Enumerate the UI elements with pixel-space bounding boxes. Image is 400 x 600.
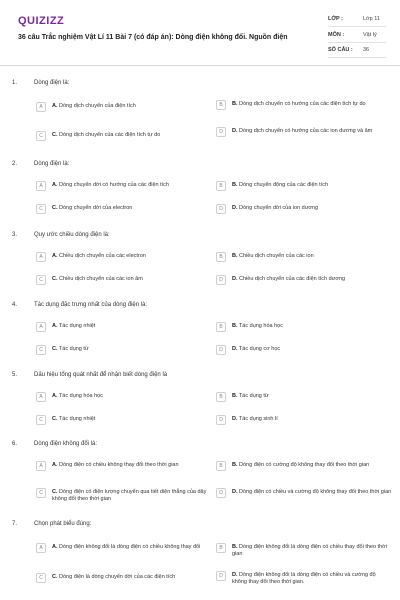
option-text: Dòng điện không đổi là dòng điện có chiều không thay đổi: [59, 544, 201, 550]
option-letter-box: A: [36, 102, 46, 112]
option-text: Dòng điện không đổi là dòng điện có chiều và cường độ không thay đổi theo thời gian.: [232, 572, 376, 585]
option-text: Dòng dịch chuyển của điện tích: [59, 103, 136, 109]
option-text: Dòng chuyển động của các điện tích: [239, 182, 329, 188]
option-text: Chiều dịch chuyển của các ion: [239, 253, 314, 259]
question-text: Dòng điện không đổi là:: [34, 441, 98, 447]
option-text: Dòng điện có chiều và cường độ không thay đổi theo thời gian: [239, 489, 392, 495]
option-text: Dòng chuyển dời có hướng của các điện tích: [59, 182, 169, 188]
option-letter-box: D: [216, 415, 226, 425]
option-text: Dòng điện là dòng chuyển dời của các điện tích: [59, 574, 176, 580]
question-text: Dòng điện là:: [34, 80, 70, 86]
meta-label: MÔN :: [328, 32, 345, 38]
option-letter-box: C: [36, 204, 46, 214]
option-letter-box: A: [36, 392, 46, 402]
option-letter-box: D: [216, 488, 226, 498]
option-letter-box: C: [36, 415, 46, 425]
meta-value: 36: [363, 47, 370, 53]
question-text: Chọn phát biểu đúng:: [34, 521, 92, 527]
option-letter-box: B: [216, 252, 226, 262]
quizizz-logo: QUIZIZZ: [18, 15, 65, 27]
divider: [328, 42, 386, 43]
divider: [328, 57, 386, 58]
question-number: 5.: [12, 372, 18, 378]
question-text: Tác dụng đặc trưng nhất của dòng điện là:: [34, 302, 148, 308]
option-letter-box: D: [216, 127, 226, 137]
option-text: Tác dụng nhiệt: [58, 416, 96, 422]
option-text: Tác dụng hóa học: [238, 323, 283, 329]
question-number: 4.: [12, 302, 18, 308]
question-text: Dòng điện là:: [34, 161, 70, 167]
question-number: 2.: [12, 161, 18, 167]
question-number: 6.: [12, 441, 18, 447]
option-text: Dòng dịch chuyển có hướng của các ion dương và âm: [239, 128, 373, 134]
option-text: Tác dụng sinh lí: [238, 416, 278, 422]
option-text: Dòng chuyển dời của ion dương: [239, 205, 319, 211]
option-letter-box: B: [216, 100, 226, 110]
option-letter-box: C: [36, 345, 46, 355]
option-letter-box: B: [216, 461, 226, 471]
option-text: Dòng điện có cường độ không thay đổi theo thời gian: [239, 462, 370, 468]
question-number: 7.: [12, 521, 18, 527]
meta-value: Lớp 11: [363, 16, 380, 22]
option-letter-box: C: [36, 275, 46, 285]
option-letter-box: C: [36, 131, 46, 141]
option-letter-box: B: [216, 392, 226, 402]
option-letter-box: D: [216, 275, 226, 285]
question-number: 3.: [12, 232, 18, 238]
option-text: Chiều dịch chuyển của các điện tích dương: [239, 276, 346, 282]
option-text: Dòng dịch chuyển của các điện tích tự do: [59, 132, 161, 138]
option-letter-box: A: [36, 252, 46, 262]
option-letter-box: C: [36, 573, 46, 583]
option-text: Chiều dịch chuyển của các ion âm: [59, 276, 143, 282]
option-text: Dòng điện có điện lượng chuyển qua tiết diện thẳng của dây không đổi theo thời gian: [52, 489, 207, 502]
option-text: Chiều dịch chuyển của các electron: [59, 253, 146, 259]
document-header: [0, 0, 400, 66]
option-letter-box: A: [36, 461, 46, 471]
option-letter-box: C: [36, 488, 46, 498]
meta-label: SỐ CÂU :: [328, 47, 353, 53]
option-letter-box: B: [216, 181, 226, 191]
option-text: Tác dụng hóa học: [58, 393, 103, 399]
option-letter-box: B: [216, 543, 226, 553]
option-text: Dòng điện có chiều không thay đổi theo thời gian: [59, 462, 179, 468]
question-number: 1.: [12, 80, 18, 86]
question-text: Dấu hiệu tổng quát nhất để nhận biết dòng điện là: [34, 372, 168, 378]
option-text: Dòng dịch chuyển có hướng của các điện tích tự do: [239, 101, 366, 107]
option-letter-box: A: [36, 543, 46, 553]
option-letter-box: D: [216, 204, 226, 214]
option-text: Tác dụng nhiệt: [58, 323, 96, 329]
option-letter-box: D: [216, 571, 226, 581]
option-text: Dòng chuyển dời của electron: [59, 205, 133, 211]
option-text: Tác dụng từ: [58, 346, 89, 352]
page-title: 36 câu Trắc nghiệm Vật Lí 11 Bài 7 (có đáp án): Dòng điện không đổi. Nguồn điện: [18, 34, 288, 41]
option-letter-box: B: [216, 322, 226, 332]
option-letter-box: D: [216, 345, 226, 355]
option-text: Tác dụng cơ học: [238, 346, 281, 352]
meta-value: Vật lý: [363, 32, 377, 38]
option-letter-box: A: [36, 181, 46, 191]
divider: [328, 26, 386, 27]
option-text: Tác dụng từ: [238, 393, 269, 399]
question-text: Quy ước chiều dòng điện là:: [34, 232, 110, 238]
meta-label: LỚP :: [328, 16, 343, 22]
option-text: Dòng điện không đổi là dòng điện có chiều thay đổi theo thời gian: [232, 544, 387, 557]
option-letter-box: A: [36, 322, 46, 332]
